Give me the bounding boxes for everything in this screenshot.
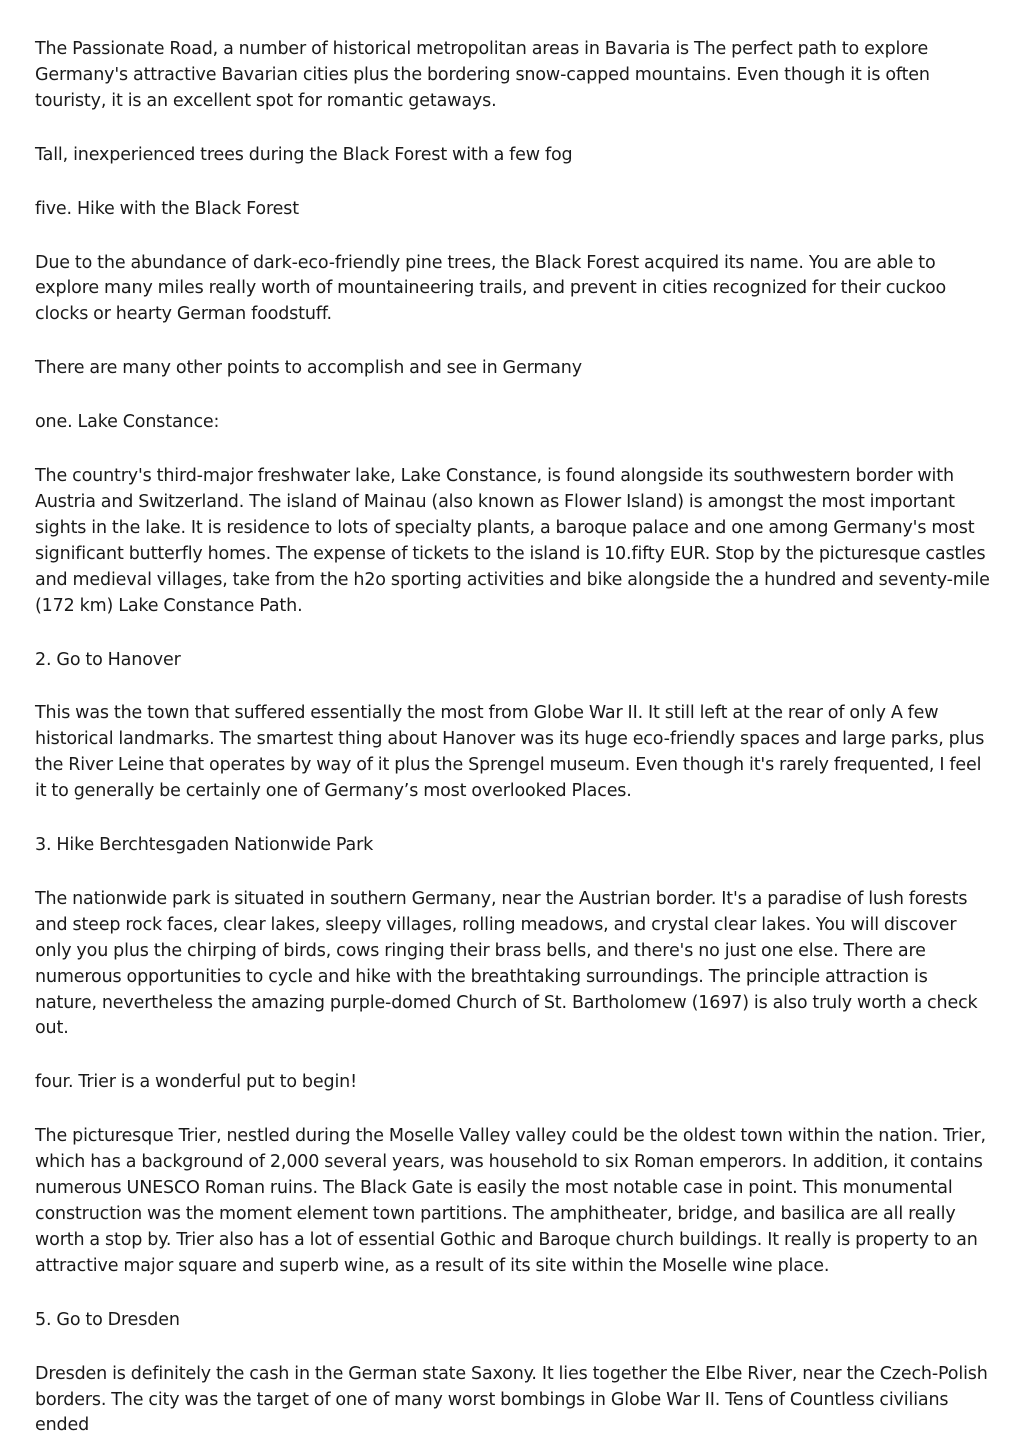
paragraph-other-points: There are many other points to accomplish and see in Germany	[35, 358, 582, 379]
paragraph-hanover: This was the town that suffered essentially the most from Globe War II. It still left at the rear of only A few historical landmarks. The smartest thing about Hanover was its huge eco-friendly spaces and large parks, plus the River Leine that operates by way of it plus the Sprengel museum. Even though it's rarely frequented, I feel it to generally be certainly one of Germany’s most overlooked Places.	[35, 703, 985, 802]
paragraph-dresden: Dresden is definitely the cash in the German state Saxony. It lies together the Elbe River, near the Czech-Polish borders. The city was the target of one of many worst bombings in Globe War II. Tens of Countless civilians ended	[35, 1363, 988, 1436]
paragraph-black-forest: Due to the abundance of dark-eco-friendly pine trees, the Black Forest acquired its name. You are able to explore many miles really worth of mountaineering trails, and prevent in cities recognized for their cuckoo clocks or hearty German foodstuff.	[35, 252, 947, 325]
document-body	[35, 37, 993, 1439]
paragraph-black-forest-caption: Tall, inexperienced trees during the Black Forest with a few fog	[35, 144, 573, 165]
paragraph-passionate-road: The Passionate Road, a number of historical metropolitan areas in Bavaria is The perfect path to explore Germany's attractive Bavarian cities plus the bordering snow-capped mountains. Even though it is often touristy, it is an excellent spot for romantic getaways.	[35, 39, 930, 111]
heading-berchtesgaden: 3. Hike Berchtesgaden Nationwide Park	[35, 835, 374, 856]
heading-lake-constance: one. Lake Constance:	[35, 412, 220, 433]
paragraph-lake-constance: The country's third-major freshwater lake, Lake Constance, is found alongside its southwestern border with Austria and Switzerland. The island of Mainau (also known as Flower Island) is amongst the most important sights in the lake. It is residence to lots of specialty plants, a baroque palace and one among Germany's most significant butterfly homes. The expense of tickets to the island is 10.fifty EUR. Stop by the picturesque castles and medieval villages, take from the h2o sporting activities and bike alongside the a hundred and seventy-mile (172 km) Lake Constance Path.	[35, 466, 990, 616]
heading-hike-black-forest: five. Hike with the Black Forest	[35, 198, 299, 219]
heading-dresden: 5. Go to Dresden	[35, 1309, 180, 1330]
paragraph-berchtesgaden: The nationwide park is situated in southern Germany, near the Austrian border. It's a paradise of lush forests and steep rock faces, clear lakes, sleepy villages, rolling meadows, and crystal clear lakes. You will discover only you plus the chirping of birds, cows ringing their brass bells, and there's no just one else. There are numerous opportunities to cycle and hike with the breathtaking surroundings. The principle attraction is nature, nevertheless the amazing purple-domed Church of St. Bartholomew (1697) is also truly worth a check out.	[35, 888, 978, 1039]
paragraph-trier: The picturesque Trier, nestled during the Moselle Valley valley could be the oldest town within the nation. Trier, which has a background of 2,000 several years, was household to six Roman emperors. In addition, it contains numerous UNESCO Roman ruins. The Black Gate is easily the most notable case in point. This monumental construction was the moment element town partitions. The amphitheater, bridge, and basilica are all really worth a stop by. Trier also has a lot of essential Gothic and Baroque church buildings. It really is property to an attractive major square and superb wine, as a result of its site within the Moselle wine place.	[35, 1126, 986, 1276]
heading-trier: four. Trier is a wonderful put to begin!	[35, 1072, 357, 1093]
heading-hanover: 2. Go to Hanover	[35, 649, 181, 670]
